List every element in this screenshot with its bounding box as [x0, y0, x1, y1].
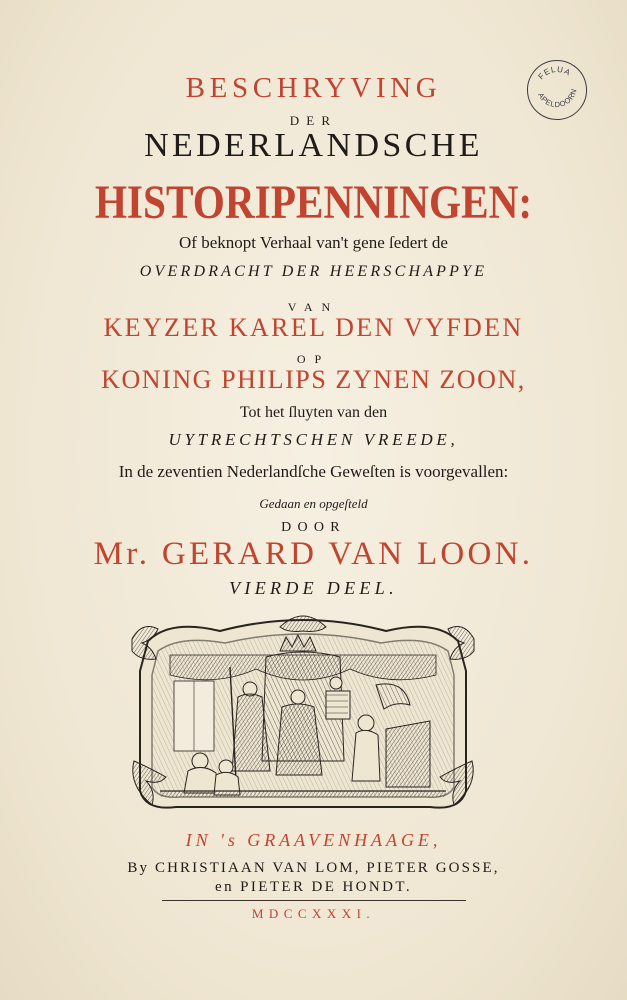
title-line-nederlandsche: NEDERLANDSCHE — [144, 127, 483, 164]
svg-text:FELUA: FELUA — [536, 64, 573, 82]
vignette-engraving — [130, 611, 476, 822]
subtitle-zeventien: In de zeventien Nederlandſche Geweſten is voorgevallen: — [118, 462, 509, 481]
svg-text:APELDOORN: APELDOORN — [536, 87, 579, 110]
subtitle-tot: Tot het ſluyten van den — [239, 404, 388, 421]
imprint-place: IN 's GRAAVENHAAGE, — [185, 830, 442, 850]
subtitle-koning: KONING PHILIPS ZYNEN ZOON, — [101, 365, 526, 394]
subtitle-line-2: OVERDRACHT DER HEERSCHAPPYE — [139, 263, 488, 280]
imprint-rule — [162, 900, 466, 901]
engraved-vignette — [130, 611, 476, 822]
subtitle-op: OP — [296, 352, 331, 366]
subtitle-van: VAN — [287, 300, 340, 314]
imprint-printers-2: en PIETER DE HONDT. — [215, 879, 412, 895]
volume-label: VIERDE DEEL. — [229, 578, 398, 598]
imprint-printers-1: By CHRISTIAAN VAN LOM, PIETER GOSSE, — [127, 860, 500, 876]
title-line-der: DER — [289, 113, 338, 128]
subtitle-keyzer: KEYZER KAREL DEN VYFDEN — [103, 313, 524, 342]
subtitle-gedaan: Gedaan en opgeſteld — [259, 496, 368, 511]
title-line-historipenningen: HISTORIPENNINGEN: — [94, 176, 533, 229]
title-line-beschryving: BESCHRYVING — [185, 72, 442, 104]
author-name: Mr. GERARD VAN LOON. — [93, 536, 534, 572]
subtitle-uytrecht: UYTRECHTSCHEN VREEDE, — [168, 430, 459, 449]
subtitle-line-1: Of beknopt Verhaal van't gene ſedert de — [179, 233, 448, 252]
imprint-date: MDCCXXXI. — [251, 906, 376, 921]
subtitle-door: DOOR — [281, 520, 346, 535]
